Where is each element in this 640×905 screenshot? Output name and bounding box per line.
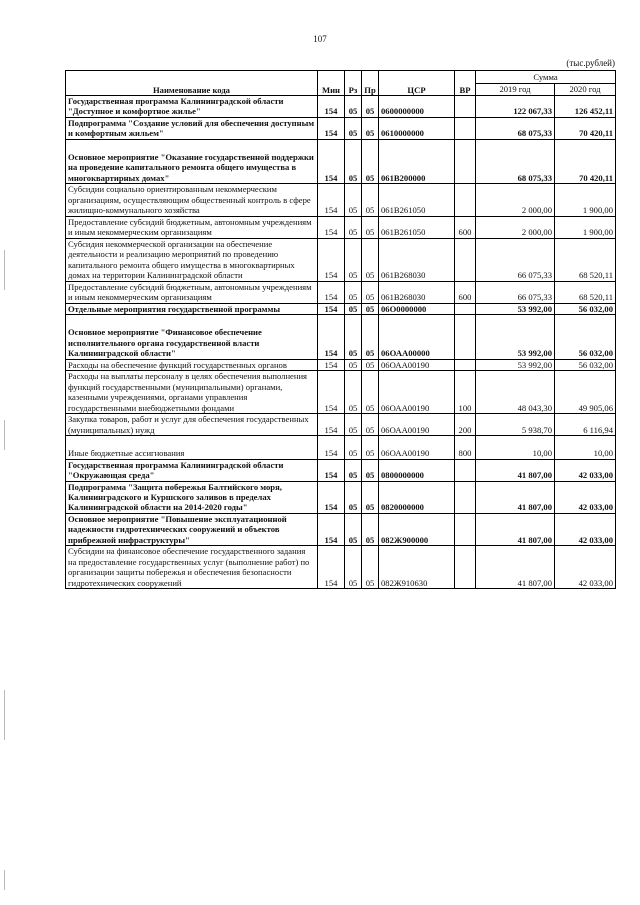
cell-vr — [455, 139, 476, 183]
cell-name: Государственная программа Калининградской области "Доступное и комфортное жилье" — [66, 96, 318, 118]
cell-2020: 70 420,11 — [555, 139, 616, 183]
cell-csr: 061В261050 — [379, 184, 455, 216]
cell-csr: 06ОАА00190 — [379, 359, 455, 370]
table-row — [66, 371, 616, 414]
cell-2019: 68 075,33 — [476, 139, 555, 183]
cell-rz: 05 — [345, 184, 362, 216]
table-row — [66, 513, 616, 545]
cell-csr: 0820000000 — [379, 481, 455, 513]
cell-rz: 05 — [345, 238, 362, 281]
cell-2020: 42 033,00 — [555, 459, 616, 481]
cell-2020: 56 032,00 — [555, 315, 616, 359]
cell-pr: 05 — [362, 414, 379, 436]
cell-rz: 05 — [345, 359, 362, 370]
cell-name: Подпрограмма "Защита побережья Балтийского моря, Калининградского и Куршского заливов в пределах Калининградской области на 2014-2020 годы" — [66, 481, 318, 513]
cell-rz: 05 — [345, 414, 362, 436]
cell-min: 154 — [318, 459, 345, 481]
cell-pr: 05 — [362, 139, 379, 183]
cell-name: Субсидии социально ориентированным некоммерческим организациям, осуществляющим общественный контроль в сфере жилищно-коммунального хозяйства — [66, 184, 318, 216]
header-csr: ЦСР — [379, 71, 455, 96]
table-row — [66, 184, 616, 216]
cell-name: Подпрограмма "Создание условий для обеспечения доступным и комфортным жильем" — [66, 117, 318, 139]
cell-pr: 05 — [362, 546, 379, 589]
cell-2020: 68 520,11 — [555, 281, 616, 303]
header-pr: Пр — [362, 71, 379, 96]
table-body — [66, 96, 616, 589]
table-row — [66, 216, 616, 238]
cell-rz: 05 — [345, 139, 362, 183]
cell-vr: 100 — [455, 371, 476, 414]
cell-min: 154 — [318, 216, 345, 238]
cell-vr: 600 — [455, 216, 476, 238]
table-row — [66, 459, 616, 481]
cell-pr: 05 — [362, 216, 379, 238]
cell-rz: 05 — [345, 281, 362, 303]
cell-vr — [455, 481, 476, 513]
table-row — [66, 414, 616, 436]
cell-rz: 05 — [345, 315, 362, 359]
cell-2020: 42 033,00 — [555, 513, 616, 545]
table-row — [66, 139, 616, 183]
cell-vr — [455, 546, 476, 589]
cell-pr: 05 — [362, 238, 379, 281]
cell-vr — [455, 303, 476, 314]
cell-2020: 6 116,94 — [555, 414, 616, 436]
units-label: (тыс.рублей) — [566, 58, 615, 68]
cell-name: Расходы на обеспечение функций государственных органов — [66, 359, 318, 370]
cell-vr — [455, 513, 476, 545]
cell-name: Основное мероприятие "Оказание государственной поддержки на проведение капитального ремонта общего имущества в многоквартирных домах" — [66, 139, 318, 183]
cell-min: 154 — [318, 414, 345, 436]
cell-csr: 06ОАА00190 — [379, 436, 455, 459]
cell-pr: 05 — [362, 371, 379, 414]
cell-2019: 41 807,00 — [476, 546, 555, 589]
header-2019: 2019 год — [476, 83, 555, 96]
cell-2020: 56 032,00 — [555, 303, 616, 314]
cell-min: 154 — [318, 546, 345, 589]
cell-2019: 66 075,33 — [476, 281, 555, 303]
cell-name: Иные бюджетные ассигнования — [66, 436, 318, 459]
table-row — [66, 117, 616, 139]
cell-2019: 2 000,00 — [476, 216, 555, 238]
cell-name: Предоставление субсидий бюджетным, автономным учреждениям и иным некоммерческим организациям — [66, 281, 318, 303]
cell-pr: 05 — [362, 281, 379, 303]
cell-rz: 05 — [345, 481, 362, 513]
cell-vr — [455, 315, 476, 359]
cell-pr: 05 — [362, 96, 379, 118]
cell-min: 154 — [318, 359, 345, 370]
cell-csr: 061В268030 — [379, 281, 455, 303]
cell-min: 154 — [318, 281, 345, 303]
cell-vr — [455, 459, 476, 481]
cell-pr: 05 — [362, 459, 379, 481]
cell-name: Расходы на выплаты персоналу в целях обеспечения выполнения функций государственными (муниципальными) органами, казенными учреждениями, органами управления государственными внебюджетными фондами — [66, 371, 318, 414]
cell-min: 154 — [318, 513, 345, 545]
cell-min: 154 — [318, 117, 345, 139]
cell-2020: 1 900,00 — [555, 216, 616, 238]
header-vr: ВР — [455, 71, 476, 96]
cell-2020: 68 520,11 — [555, 238, 616, 281]
cell-2019: 48 043,30 — [476, 371, 555, 414]
cell-min: 154 — [318, 315, 345, 359]
cell-2020: 42 033,00 — [555, 546, 616, 589]
table-row — [66, 315, 616, 359]
header-rz: Рз — [345, 71, 362, 96]
cell-2019: 41 807,00 — [476, 459, 555, 481]
cell-pr: 05 — [362, 436, 379, 459]
cell-name: Отдельные мероприятия государственной программы — [66, 303, 318, 314]
cell-rz: 05 — [345, 117, 362, 139]
cell-2020: 70 420,11 — [555, 117, 616, 139]
cell-2020: 126 452,11 — [555, 96, 616, 118]
cell-rz: 05 — [345, 459, 362, 481]
header-sum: Сумма — [476, 71, 616, 84]
cell-pr: 05 — [362, 303, 379, 314]
cell-csr: 06ОАА00000 — [379, 315, 455, 359]
cell-2019: 53 992,00 — [476, 359, 555, 370]
cell-name: Закупка товаров, работ и услуг для обеспечения государственных (муниципальных) нужд — [66, 414, 318, 436]
cell-vr: 800 — [455, 436, 476, 459]
cell-min: 154 — [318, 238, 345, 281]
cell-csr: 0610000000 — [379, 117, 455, 139]
table-row — [66, 481, 616, 513]
cell-2020: 56 032,00 — [555, 359, 616, 370]
cell-csr: 082Ж900000 — [379, 513, 455, 545]
cell-csr: 06О0000000 — [379, 303, 455, 314]
cell-pr: 05 — [362, 315, 379, 359]
cell-min: 154 — [318, 436, 345, 459]
budget-table — [65, 70, 616, 589]
cell-rz: 05 — [345, 436, 362, 459]
cell-csr: 06ОАА00190 — [379, 371, 455, 414]
cell-vr: 600 — [455, 281, 476, 303]
cell-vr — [455, 359, 476, 370]
table-row — [66, 546, 616, 589]
cell-vr: 200 — [455, 414, 476, 436]
table-row — [66, 281, 616, 303]
cell-min: 154 — [318, 139, 345, 183]
cell-2020: 10,00 — [555, 436, 616, 459]
header-min: Мин — [318, 71, 345, 96]
cell-name: Государственная программа Калининградской области "Окружающая среда" — [66, 459, 318, 481]
cell-2019: 122 067,33 — [476, 96, 555, 118]
cell-2019: 41 807,00 — [476, 481, 555, 513]
scan-edge-marks — [4, 0, 8, 905]
cell-min: 154 — [318, 303, 345, 314]
cell-2019: 5 938,70 — [476, 414, 555, 436]
table-row — [66, 436, 616, 459]
cell-csr: 0800000000 — [379, 459, 455, 481]
cell-pr: 05 — [362, 117, 379, 139]
cell-rz: 05 — [345, 371, 362, 414]
cell-pr: 05 — [362, 359, 379, 370]
cell-2020: 49 905,06 — [555, 371, 616, 414]
table-row — [66, 303, 616, 314]
cell-csr: 061В268030 — [379, 238, 455, 281]
cell-vr — [455, 184, 476, 216]
cell-name: Основное мероприятие "Финансовое обеспечение исполнительного органа государственной власти Калининградской области" — [66, 315, 318, 359]
header-2020: 2020 год — [555, 83, 616, 96]
cell-min: 154 — [318, 371, 345, 414]
cell-2020: 1 900,00 — [555, 184, 616, 216]
cell-rz: 05 — [345, 303, 362, 314]
cell-pr: 05 — [362, 184, 379, 216]
cell-name: Субсидия некоммерческой организации на обеспечение деятельности и реализацию мероприятий по проведению капитального ремонта общего имущества в многоквартирных домах на территории Калининградской области — [66, 238, 318, 281]
cell-2019: 2 000,00 — [476, 184, 555, 216]
cell-rz: 05 — [345, 513, 362, 545]
cell-rz: 05 — [345, 96, 362, 118]
cell-csr: 061В200000 — [379, 139, 455, 183]
cell-csr: 0600000000 — [379, 96, 455, 118]
cell-rz: 05 — [345, 546, 362, 589]
cell-2019: 66 075,33 — [476, 238, 555, 281]
cell-2019: 10,00 — [476, 436, 555, 459]
cell-vr — [455, 117, 476, 139]
cell-min: 154 — [318, 96, 345, 118]
cell-csr: 061В261050 — [379, 216, 455, 238]
cell-min: 154 — [318, 481, 345, 513]
cell-name: Предоставление субсидий бюджетным, автономным учреждениям и иным некоммерческим организациям — [66, 216, 318, 238]
cell-2020: 42 033,00 — [555, 481, 616, 513]
cell-rz: 05 — [345, 216, 362, 238]
cell-csr: 082Ж910630 — [379, 546, 455, 589]
cell-csr: 06ОАА00190 — [379, 414, 455, 436]
cell-vr — [455, 96, 476, 118]
header-name: Наименование кода — [66, 71, 318, 96]
page-number: 107 — [313, 34, 327, 44]
cell-2019: 53 992,00 — [476, 303, 555, 314]
cell-name: Основное мероприятие "Повышение эксплуатационной надежности гидротехнических сооружений и объектов прибрежной инфраструктуры" — [66, 513, 318, 545]
table-row — [66, 359, 616, 370]
cell-2019: 53 992,00 — [476, 315, 555, 359]
cell-2019: 41 807,00 — [476, 513, 555, 545]
cell-min: 154 — [318, 184, 345, 216]
cell-2019: 68 075,33 — [476, 117, 555, 139]
table-row — [66, 96, 616, 118]
cell-vr — [455, 238, 476, 281]
cell-pr: 05 — [362, 513, 379, 545]
cell-pr: 05 — [362, 481, 379, 513]
table-row — [66, 238, 616, 281]
cell-name: Субсидии на финансовое обеспечение государственного задания на предоставление государственных услуг (выполнение работ) по организации защиты побережья и обеспечения безопасности гидротехнических сооружений — [66, 546, 318, 589]
